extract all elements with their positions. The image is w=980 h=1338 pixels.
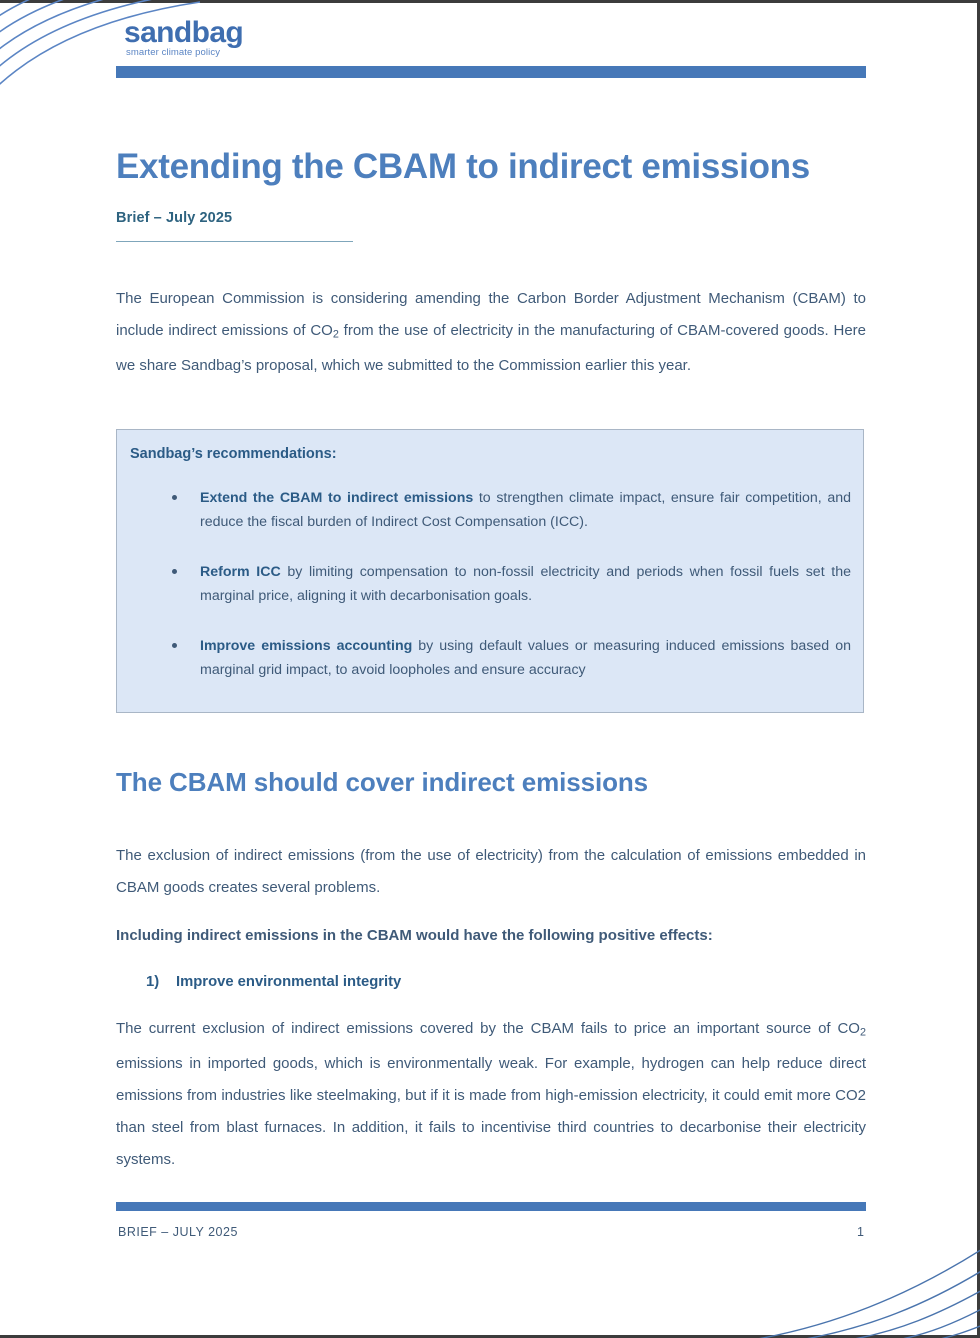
recommendation-lead: Reform ICC	[200, 564, 281, 580]
recommendation-rest: by limiting compensation to non-fossil electricity and periods when fossil fuels set the marginal price, aligning it with decarbonisation goals.	[200, 564, 851, 604]
numbered-effects-list	[116, 968, 866, 996]
sandbag-logo	[116, 18, 866, 64]
recommendation-rest: by using default values or measuring induced emissions based on marginal grid impact, to avoid loopholes and ensure accuracy	[200, 638, 851, 678]
paragraph3-part1: The current exclusion of indirect emissions covered by the CBAM fails to price an important source of CO	[116, 1020, 860, 1037]
paragraph3-part2: emissions in imported goods, which is environmentally weak. For example, hydrogen can help reduce direct emissions from industries like steelmaking, but if it is made from high-emission electricity, it could emit more CO2 than steel from blast furnaces. In addition, it fails to incentivise third countries to decarbonise their electricity systems.	[116, 1055, 866, 1169]
intro-text-part1: The European Commission is considering amending the Carbon Border Adjustment Mechanism (CBAM) to include indirect emissions of CO	[116, 290, 866, 339]
page-top-edge	[0, 0, 980, 3]
recommendations-box	[116, 429, 864, 713]
document-header	[116, 18, 866, 64]
subtitle-divider	[116, 241, 353, 242]
page-number: 1	[857, 1225, 864, 1239]
intro-section	[116, 283, 866, 382]
list-item	[130, 634, 851, 682]
logo-tagline: smarter climate policy	[126, 47, 221, 58]
recommendations-title: Sandbag’s recommendations:	[130, 446, 337, 462]
section-heading: The CBAM should cover indirect emissions	[116, 767, 648, 797]
header-accent-bar	[116, 66, 866, 78]
list-item-label: Improve environmental integrity	[176, 974, 402, 990]
bullet-icon	[172, 495, 177, 500]
page-title: Extending the CBAM to indirect emissions	[116, 147, 810, 186]
section-paragraph-2: Including indirect emissions in the CBAM would have the following positive effects:	[116, 927, 713, 944]
bullet-icon	[172, 643, 177, 648]
document-subtitle: Brief – July 2025	[116, 210, 233, 226]
footer-label: BRIEF – JULY 2025	[118, 1225, 238, 1239]
section-paragraph-3	[116, 1013, 866, 1176]
bullet-icon	[172, 569, 177, 574]
recommendation-lead: Improve emissions accounting	[200, 638, 413, 654]
list-item	[130, 560, 851, 608]
intro-paragraph	[116, 283, 866, 382]
co2-subscript: 2	[859, 1026, 866, 1039]
footer-accent-bar	[116, 1202, 866, 1211]
recommendation-lead: Extend the CBAM to indirect emissions	[200, 490, 474, 506]
co2-subscript: 2	[332, 328, 339, 341]
list-item	[130, 486, 851, 534]
recommendation-rest: to strengthen climate impact, ensure fair competition, and reduce the fiscal burden of Indirect Cost Compensation (ICC).	[200, 490, 851, 530]
intro-text-part2: from the use of electricity in the manufacturing of CBAM-covered goods. Here we share Sandbag’s proposal, which we submitted to the Commission earlier this year.	[116, 322, 866, 375]
list-item	[116, 968, 866, 996]
logo-wordmark: sandbag	[124, 16, 244, 49]
section-paragraph-1: The exclusion of indirect emissions (from the use of electricity) from the calculation of emissions embedded in CBAM goods creates several problems.	[116, 847, 866, 896]
recommendations-list	[130, 486, 851, 708]
list-item-number: 1)	[146, 974, 160, 990]
